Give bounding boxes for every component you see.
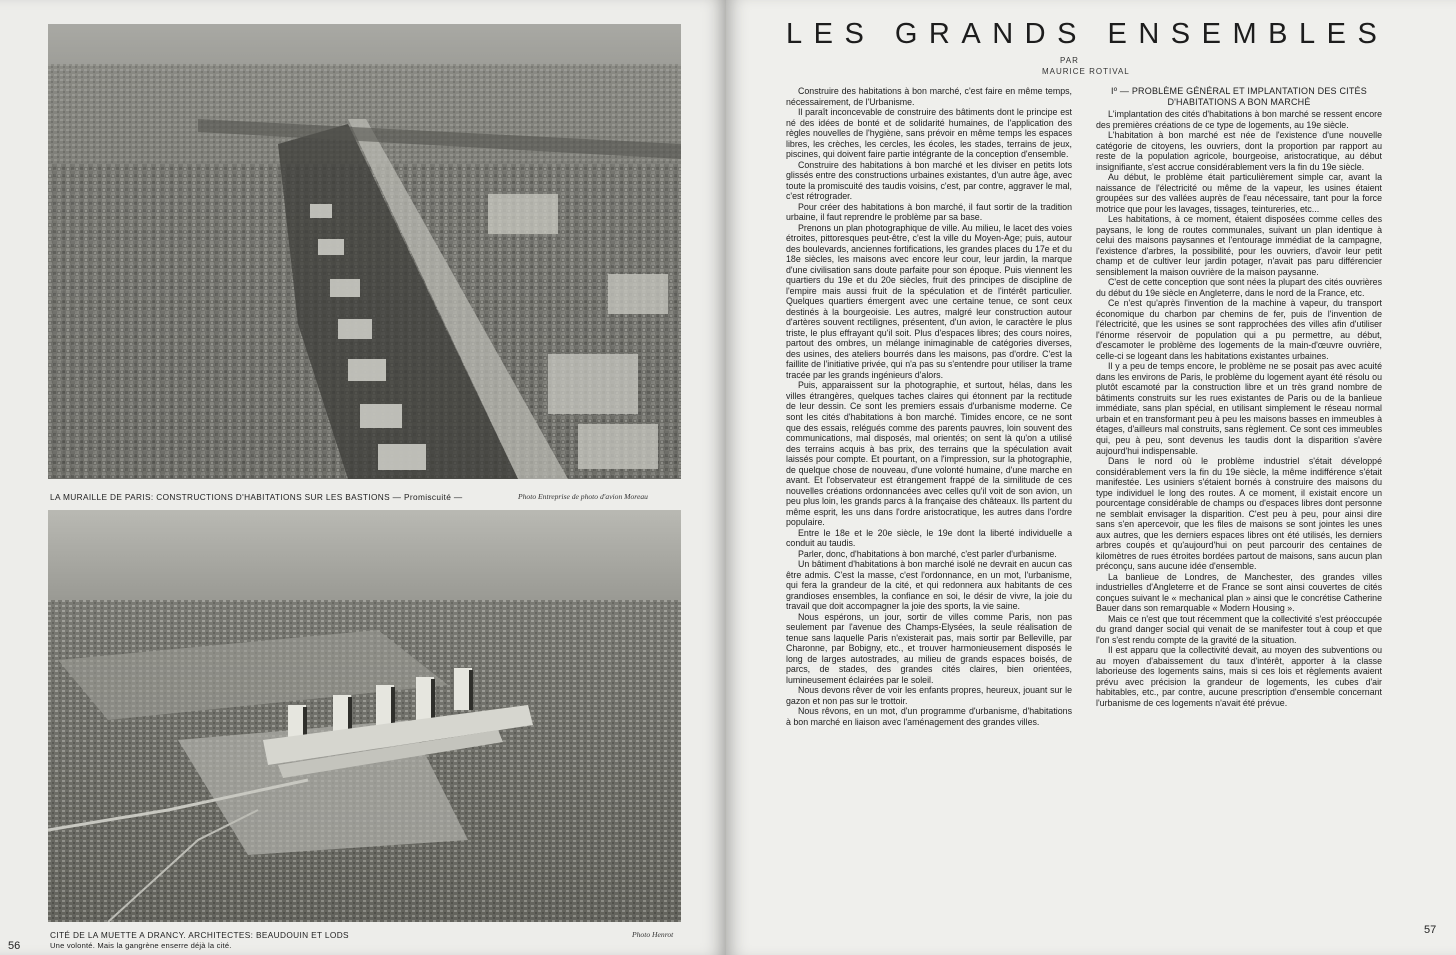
paragraph: Au début, le problème était particulièrement simple car, avant la naissance de l'électricité ou même de la vapeur, les usines étaient groupées sur des vallées auprès de l'eau nécessaire, tant pour la force motrice que pour les lavages, tissages, teintureries, etc... xyxy=(1096,172,1382,214)
paragraph: La banlieue de Londres, de Manchester, des grandes villes industrielles d'Angleterre et de France se sont ainsi couvertes de cités conçues suivant le « mechanical plan » ainsi que le concrétise Catherine Bauer dans son remarquable « Modern Housing ». xyxy=(1096,571,1382,614)
article-column-1 xyxy=(786,86,1072,938)
article-title: LES GRANDS ENSEMBLES xyxy=(786,18,1389,50)
aerial-photo-paris-bastions xyxy=(48,24,681,479)
paragraph: Il paraît inconcevable de construire des bâtiments dont le principe est né des idées de bonté et de solidarité humaines, de l'application des règles nouvelles de l'hygiène, sans prévoir en même temps les espaces libres, les crèches, les cercles, les écoles, les stades, terrains de jeux, piscines, qui doivent faire partie intégrante de la conception d'ensemble. xyxy=(786,107,1072,160)
paragraph: Nous rêvons, en un mot, d'un programme d'urbanisme, d'habitations à bon marché en liaison avec l'aménagement des grandes villes. xyxy=(786,706,1072,727)
left-page xyxy=(0,0,726,955)
paragraph: Pour créer des habitations à bon marché, il faut sortir de la tradition urbaine, il faut reprendre le problème par sa base. xyxy=(786,201,1072,223)
section-heading-line-1: Iº — PROBLÈME GÉNÉRAL ET IMPLANTATION DES CITÉS xyxy=(1111,86,1367,96)
paragraph: Dans le nord où le problème industriel s'était développé considérablement vers la fin du 19e siècle, la même indifférence s'était manifestée. Les usiniers s'étaient bornés à construire des maisons du type individuel le long des routes. A ce moment, il existait encore un pourcentage considérable de champs ou d'espaces libres dont personne ne semblait envisager la disparition. C'est peu à peu, pour ainsi dire sans s'en apercevoir, que les files de maisons se sont jointes les unes aux autres, que les derniers espaces libres ont été utilisés, les derniers arbres coupés et qu'aujourd'hui on peut parcourir des centaines de kilomètres de rues étroites bordées partout de maisons, sans aucun plan préconçu, sans aucune idée d'ensemble. xyxy=(1096,456,1382,572)
byline-par: PAR xyxy=(1060,56,1079,65)
left-page-number: 56 xyxy=(8,940,21,952)
paragraph: Entre le 18e et le 20e siècle, le 19e dont la liberté individuelle a conduit au taudis. xyxy=(786,527,1072,549)
paragraph: Parler, donc, d'habitations à bon marché, c'est parler d'urbanisme. xyxy=(798,548,1057,559)
paragraph: Il y a peu de temps encore, le problème ne se posait pas avec acuité dans les environs de Paris, le problème du logement ayant été résolu ou plutôt escamoté par la construction libre et un très grand nombre de bâtiments construits sur les rues existantes de Paris ou de la banlieue immédiate, sans plan spécial, en utilisant simplement le réseau normal urbain et en transformant peu à peu les maisons basses en immeubles à étages, d'ailleurs mal construits, sans règlement. Ce sont ces immeubles qui, peu à peu, sont devenus les taudis dont la disparition s'avère aujourd'hui indispensable. xyxy=(1096,361,1382,456)
paragraph: Les habitations, à ce moment, étaient disposées comme celles des paysans, le long de routes communales, suivant un plan identique à celui des maisons paysannes et l'entourage immédiat de la campagne, l'existence d'arbres, la possibilité, pour les ouvriers, d'avoir leur petit champ et de cultiver leur jardin potager, n'avait pas paru différencier sensiblement la maison ouvrière de la maison paysanne. xyxy=(1096,214,1382,277)
photo-bottom-caption: CITÉ DE LA MUETTE A DRANCY. ARCHITECTES: BEAUDOUIN ET LODS xyxy=(50,930,349,940)
paragraph: L'implantation des cités d'habitations à bon marché se ressent encore des premières créations de ce type de logements, au 19e siècle. xyxy=(1096,109,1382,130)
paragraph: Puis, apparaissent sur la photographie, et surtout, hélas, dans les villes étrangères, quelques taches claires qui étonnent par la rectitude de leur dessin. Ce sont les premiers essais d'urbanisme moderne. Ce sont les cités d'habitations à bon marché. Timides encore, ce ne sont que des essais, relégués comme des parents pauvres, loin souvent des communications, mal disposés, mal orientés; on sent là qu'on a utilisé des terrains acquis à bas prix, des terrains que la spéculation avait laissés pour compte. Et pourtant, on a l'impression, sur la photographie, de quelque chose de nouveau, d'une volonté humaine, d'une marche en avant. Et l'observateur est étrangement frappé de la similitude de ces nouvelles créations ordonnancées avec celles qu'il voit de son avion, un peu plus loin, les grands parcs à la française des châteaux. Ils partent du même esprit, les uns dans l'ordre aristocratique, les autres dans l'ordre populaire. xyxy=(786,380,1072,528)
section-heading xyxy=(1096,86,1382,107)
paragraph: Nous espérons, un jour, sortir de villes comme Paris, non pas seulement par l'avenue des Champs-Elysées, la seule réalisation de tenue sans laquelle Paris n'existerait pas, mais sortir par Belleville, par Charonne, par Bobigny, etc., et trouver harmonieusement disposés le long de larges autostrades, au milieu de grands espaces boisés, de parcs, de stades, des grandes cités claires, bien orientées, lumineusement éclairées par le soleil. xyxy=(786,611,1072,685)
paragraph: Il est apparu que la collectivité devait, au moyen des subventions ou au moyen d'abaissement du taux d'intérêt, apporter à la classe laborieuse des logements sains, mais si ces lois et règlements avaient prévu avec précision la grandeur de logements, les cubes d'air habitables, etc., par contre, aucune prescription d'ensemble concernant l'urbanisme de ces logements n'avait été prévue. xyxy=(1096,645,1382,708)
paragraph: Nous devons rêver de voir les enfants propres, heureux, jouant sur le gazon et non pas sur le trottoir. xyxy=(786,685,1072,706)
photo-bottom-subcaption: Une volonté. Mais la gangrène enserre déjà la cité. xyxy=(50,941,232,950)
aerial-photo-drancy xyxy=(48,510,681,922)
photo-top-caption: LA MURAILLE DE PARIS: CONSTRUCTIONS D'HABITATIONS SUR LES BASTIONS — Promiscuité — xyxy=(50,492,463,502)
paragraph: Construire des habitations à bon marché et les diviser en petits lots glissés entre des constructions urbaines existantes, d'un autre âge, avec toute la promiscuité des taudis voisins, c'est, par contre, aggraver le mal, c'est rétrograder. xyxy=(786,159,1072,202)
paragraph: C'est de cette conception que sont nées la plupart des cités ouvrières du début du 19e siècle en Angleterre, dans le nord de la France, etc. xyxy=(1096,277,1382,298)
byline-author: MAURICE ROTIVAL xyxy=(1042,67,1130,76)
right-page-number: 57 xyxy=(1424,924,1437,936)
section-heading-line-2: D'HABITATIONS A BON MARCHÉ xyxy=(1167,96,1311,107)
paragraph: Mais ce n'est que tout récemment que la collectivité s'est préoccupée du grand danger social qui venait de se manifester tout à coup et que l'on s'est rendu compte de la gravité de la situation. xyxy=(1096,613,1382,645)
paragraph: Ce n'est qu'après l'invention de la machine à vapeur, du transport économique du charbon par chemins de fer, puis de l'invention de l'électricité, que les usines se sont rapprochées des villes afin d'utiliser l'énorme réservoir de population qui a pu permettre, au début, d'escamoter le problème des logements de la main-d'œuvre ouvrière, celle-ci se logeant dans les habitations existantes urbaines. xyxy=(1096,298,1382,361)
photo-bottom-credit: Photo Henrot xyxy=(632,930,674,939)
paragraph: Un bâtiment d'habitations à bon marché isolé ne devrait en aucun cas être admis. C'est la masse, c'est l'ordonnance, en un mot, l'urbanisme, qui fera la grandeur de la cité, et qui redonnera aux habitants de ces grandioses ensembles, la confiance en soi, le désir de vivre, la joie du travail que doit accompagner la joie des sports, la vie saine. xyxy=(786,559,1072,612)
paragraph: Prenons un plan photographique de ville. Au milieu, le lacet des voies étroites, pittoresques peut-être, c'est la ville du Moyen-Age; puis, autour des boulevards, anciennes fortifications, les grandes places du 17e et du 18e siècles, les maisons avec encore leur cour, leur jardin, la marque d'une civilisation sans doute parfaite pour son époque. Puis viennent les quartiers du 19e et du 20e siècles, fruit des principes de discipline de l'empire mais aussi fruit de la spéculation et de l'intérêt particulier. Quelques quartiers émergent avec une certaine tenue, ce sont ceux destinés à la bourgeoisie. Les autres, malgré leur construction autour d'artères souvent rectilignes, présentent, d'un avion, le caractère le plus triste, le plus effrayant qu'il soit. Plus d'espaces libres; des cours noires, partout des ombres, un mélange inimaginable de catégories diverses, des usines, des ateliers bourrés dans les maisons, pas d'ordre. C'est la faillite de l'initiative privée, qui n'a pas su s'entendre pour utiliser la trame tracée par les grands ingénieurs d'alors. xyxy=(786,222,1072,380)
paragraph: Construire des habitations à bon marché, c'est faire en même temps, nécessairement, de l'Urbanisme. xyxy=(786,86,1072,107)
paragraph: L'habitation à bon marché est née de l'existence d'une nouvelle catégorie de citoyens, les ouvriers, dont la proportion par rapport au reste de la population agricole, bourgeoise, aristocratique, au début insignifiante, s'est accrue considérablement vers la fin du 19e siècle. xyxy=(1096,130,1382,172)
article-column-2 xyxy=(1096,86,1382,938)
photo-top-credit: Photo Entreprise de photo d'avion Moreau xyxy=(518,492,648,501)
